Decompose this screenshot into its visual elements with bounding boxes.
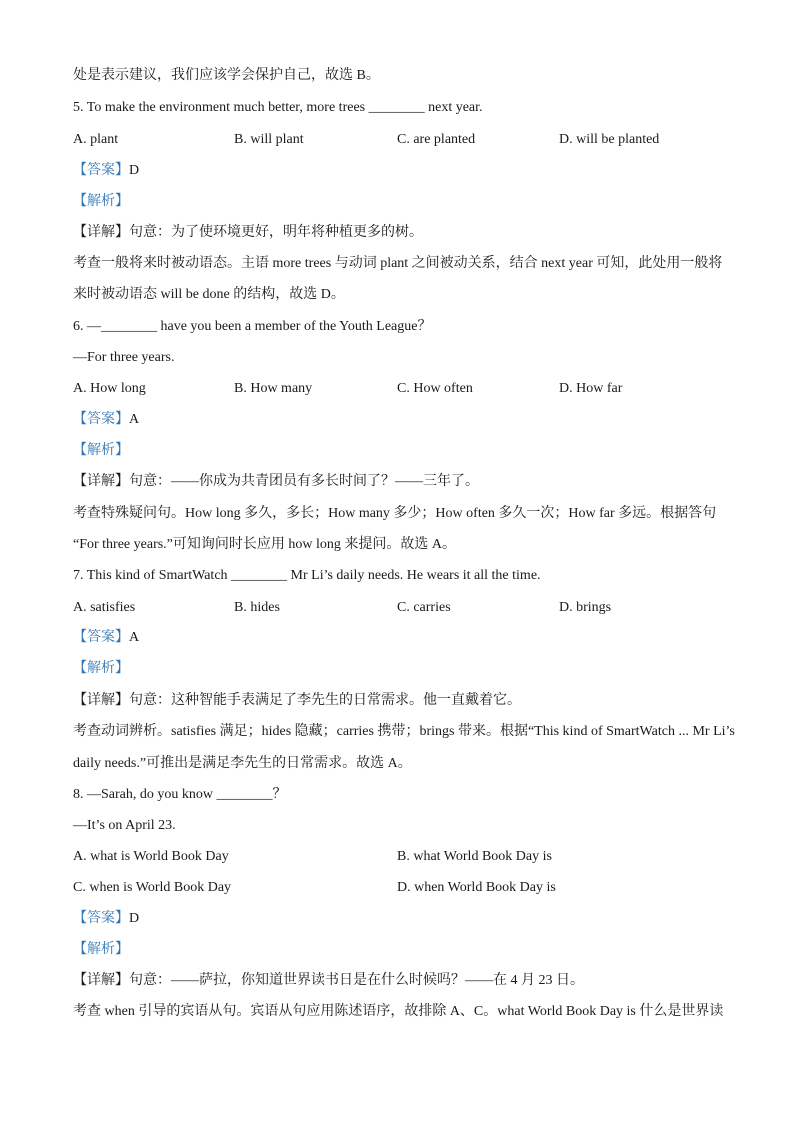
q5-option-d: D. will be planted <box>559 132 660 147</box>
q8-detail <box>73 971 733 991</box>
q6-reply: —For three years. <box>73 350 175 365</box>
q6-analysis <box>73 441 733 461</box>
q8-answer <box>73 909 733 929</box>
answer-label: 【答案】 <box>73 911 129 926</box>
q6-explanation-2: “For three years.”可知询问时长应用 how long 来提问。故选 A。 <box>73 537 457 552</box>
answer-label: 【答案】 <box>73 412 129 427</box>
q5-option-b: B. will plant <box>234 132 304 147</box>
analysis-label: 【解析】 <box>73 194 129 209</box>
detail-label: 【详解】 <box>73 474 129 489</box>
analysis-label: 【解析】 <box>73 661 129 676</box>
analysis-label: 【解析】 <box>73 443 129 458</box>
detail-label: 【详解】 <box>73 693 129 708</box>
q6-option-d: D. How far <box>559 381 623 396</box>
q5-detail <box>73 223 733 243</box>
q5-detail-text: 句意：为了使环境更好，明年将种植更多的树。 <box>129 225 423 240</box>
q6-answer <box>73 410 733 430</box>
q5-explanation-1: 考查一般将来时被动语态。主语 more trees 与动词 plant 之间被动关系，结合 next year 可知，此处用一般将 <box>73 256 723 271</box>
q6-detail <box>73 472 733 492</box>
q6-explanation-1: 考查特殊疑问句。How long 多久，多长；How many 多少；How often 多久一次；How far 多远。根据答句 <box>73 506 717 521</box>
continued-explanation: 处是表示建议，我们应该学会保护自己，故选 B。 <box>73 68 380 83</box>
q5-option-c: C. are planted <box>397 132 476 147</box>
q6-option-a: A. How long <box>73 381 146 396</box>
q7-answer-value: A <box>129 630 140 645</box>
q8-option-c: C. when is World Book Day <box>73 880 232 895</box>
q7-analysis <box>73 659 733 679</box>
q6-answer-value: A <box>129 412 140 427</box>
q7-option-c: C. carries <box>397 600 451 615</box>
analysis-label: 【解析】 <box>73 942 129 957</box>
question-7: 7. This kind of SmartWatch ________ Mr Li’s daily needs. He wears it all the time. <box>73 568 541 583</box>
q7-option-d: D. brings <box>559 600 612 615</box>
q8-analysis <box>73 940 733 960</box>
q7-detail <box>73 691 733 711</box>
q6-option-c: C. How often <box>397 381 473 396</box>
q7-option-a: A. satisfies <box>73 600 136 615</box>
q8-option-d: D. when World Book Day is <box>397 880 556 895</box>
q8-detail-text: 句意：——萨拉，你知道世界读书日是在什么时候吗？——在 4 月 23 日。 <box>129 973 584 988</box>
answer-label: 【答案】 <box>73 163 129 178</box>
q6-detail-text: 句意：——你成为共青团员有多长时间了？——三年了。 <box>129 474 479 489</box>
q8-answer-value: D <box>129 911 140 926</box>
q5-analysis <box>73 192 733 212</box>
detail-label: 【详解】 <box>73 225 129 240</box>
q8-option-b: B. what World Book Day is <box>397 849 552 864</box>
question-8: 8. —Sarah, do you know ________？ <box>73 787 287 802</box>
q7-explanation-2: daily needs.”可推出是满足李先生的日常需求。故选 A。 <box>73 756 412 771</box>
answer-label: 【答案】 <box>73 630 129 645</box>
q5-answer <box>73 161 733 181</box>
q7-option-b: B. hides <box>234 600 280 615</box>
q6-option-b: B. How many <box>234 381 313 396</box>
q7-answer <box>73 628 733 648</box>
q7-explanation-1: 考查动词辨析。satisfies 满足；hides 隐藏；carries 携带；brings 带来。根据“This kind of SmartWatch ... Mr Li’s <box>73 724 735 739</box>
q5-option-a: A. plant <box>73 132 119 147</box>
question-5: 5. To make the environment much better, more trees ________ next year. <box>73 100 483 115</box>
q7-detail-text: 句意：这种智能手表满足了李先生的日常需求。他一直戴着它。 <box>129 693 521 708</box>
question-6: 6. —________ have you been a member of the Youth League？ <box>73 319 432 334</box>
detail-label: 【详解】 <box>73 973 129 988</box>
q8-explanation-1: 考查 when 引导的宾语从句。宾语从句应用陈述语序，故排除 A、C。what World Book Day is 什么是世界读 <box>73 1004 724 1019</box>
q5-explanation-2: 来时被动语态 will be done 的结构，故选 D。 <box>73 287 345 302</box>
q8-reply: —It’s on April 23. <box>73 818 176 833</box>
q5-answer-value: D <box>129 163 140 178</box>
q8-option-a: A. what is World Book Day <box>73 849 229 864</box>
